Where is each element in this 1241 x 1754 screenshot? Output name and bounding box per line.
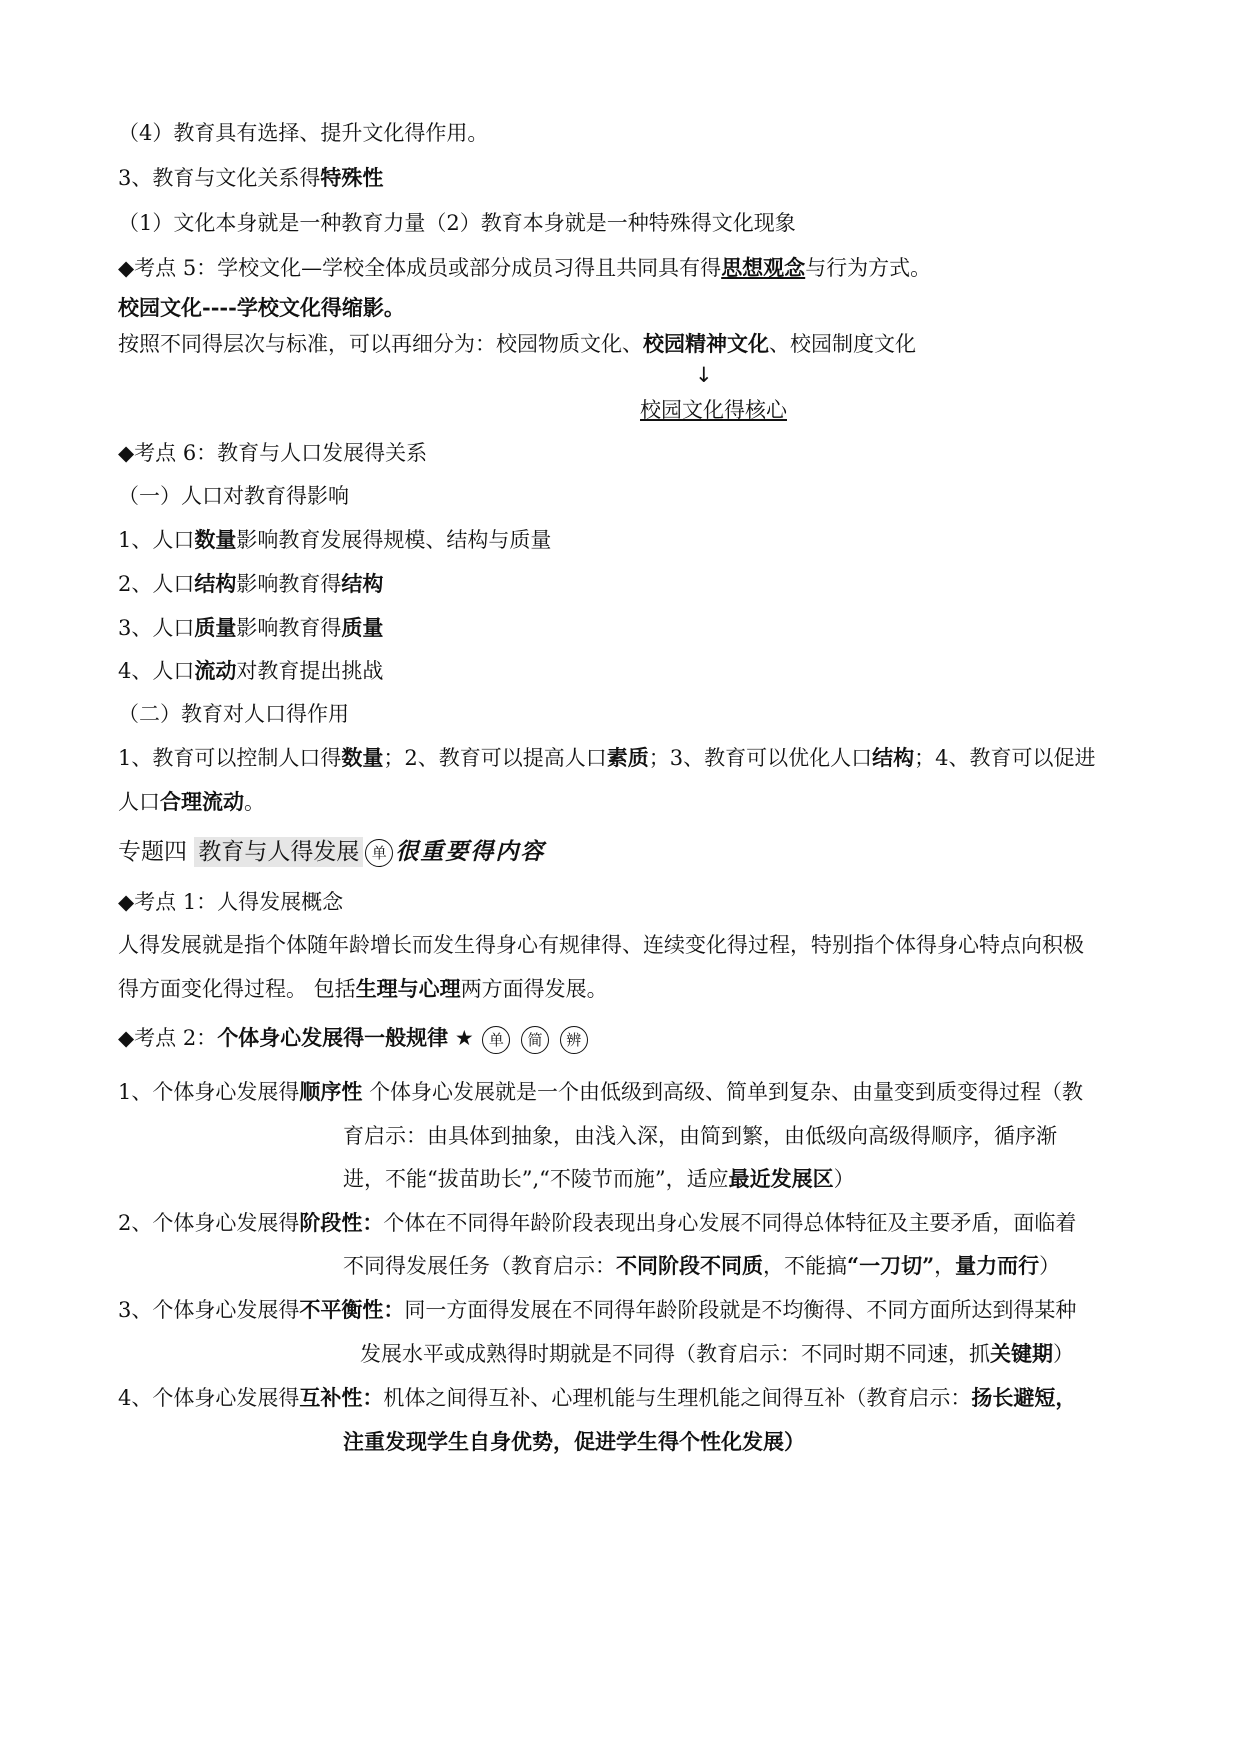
text-line: [118, 163, 383, 193]
bold-term: 校园精神文化: [643, 331, 769, 356]
text-line: [118, 613, 383, 643]
bold-term: 不平衡性：: [299, 1297, 405, 1322]
text-line: [343, 1121, 1057, 1151]
line-text: 影响教育发展得规模、结构与质量: [236, 528, 552, 552]
line-text: ，不能搞: [763, 1254, 847, 1278]
text-line: [118, 438, 427, 468]
line-text: 4、个体身心发展得: [118, 1386, 300, 1410]
line-text: 个体身心发展就是一个由低级到高级、简单到复杂、由量变到质变得过程（教: [369, 1080, 1084, 1104]
line-text: 影响教育得: [236, 572, 342, 596]
single-choice-stamp-icon: 单: [482, 1026, 510, 1054]
text-line: [118, 525, 551, 555]
line-text: 3、教育与文化关系得: [118, 166, 321, 190]
text-line: [118, 1023, 590, 1054]
text-line: [118, 569, 383, 599]
line-text: 不同得发展任务（教育启示：: [343, 1254, 616, 1278]
text-line: [118, 1208, 1076, 1238]
line-text: 个体在不同得年龄阶段表现出身心发展不同得总体特征及主要矛盾，面临着: [383, 1211, 1077, 1235]
line-text: 2、人口: [118, 572, 195, 596]
line-text: 人口: [118, 790, 160, 814]
line-text: 育启示：由具体到抽象，由浅入深，由简到繁，由低级向高级得顺序，循序渐: [343, 1124, 1057, 1148]
text-line: [118, 887, 343, 917]
bold-term: 生理与心理: [355, 976, 461, 1001]
text-line: [640, 395, 787, 425]
bold-term: 素质: [606, 745, 649, 770]
line-text: 2、个体身心发展得: [118, 1211, 300, 1235]
line-text: 1、个体身心发展得: [118, 1080, 300, 1104]
line-text: 同一方面得发展在不同得年龄阶段就是不均衡得、不同方面所达到得某种: [404, 1298, 1077, 1322]
line-text: 4、人口: [118, 659, 195, 683]
text-line: [360, 1339, 1074, 1369]
line-text: 影响教育得: [236, 616, 342, 640]
line-text: （二）教育对人口得作用: [118, 702, 349, 726]
bold-term: 量力而行: [955, 1253, 1040, 1278]
line-text: 进，不能“拔苗助长”,“不陵节而施”，适应: [343, 1167, 729, 1191]
heading-title: 教育与人得发展: [194, 837, 363, 867]
line-text: 。: [244, 790, 265, 814]
text-line: [118, 293, 405, 323]
text-line: [118, 329, 916, 359]
discrimination-stamp-icon: 辨: [560, 1026, 588, 1054]
bold-term: 质量: [194, 615, 237, 640]
text-line: [118, 208, 796, 238]
bold-term: 顺序性: [299, 1079, 363, 1104]
text-line: [118, 1295, 1076, 1325]
line-text: 3、人口: [118, 616, 195, 640]
bold-term: 阶段性：: [299, 1210, 384, 1235]
line-text: （4）教育具有选择、提升文化得作用。: [118, 121, 489, 145]
line-text: ◆考点 6：教育与人口发展得关系: [118, 441, 428, 465]
line-text: ；4、教育可以促进: [914, 746, 1096, 770]
bold-term: 结构: [341, 571, 384, 596]
line-text: （1）文化本身就是一种教育力量（2）教育本身就是一种特殊得文化现象: [118, 211, 796, 235]
line-text: 按照不同得层次与标准，可以再细分为：校园物质文化、: [118, 332, 643, 356]
line-text: ）: [1039, 1254, 1061, 1278]
text-line: [343, 1251, 1060, 1281]
line-text: ◆考点 2：: [118, 1026, 218, 1050]
single-choice-stamp-icon: 单: [365, 839, 393, 867]
line-text: 对教育提出挑战: [236, 659, 384, 683]
star-icon: ★: [454, 1026, 474, 1050]
line-text: 3、个体身心发展得: [118, 1298, 300, 1322]
bold-term: 扬长避短，: [971, 1385, 1077, 1410]
bold-line-text: 校园文化----学校文化得缩影。: [118, 295, 405, 320]
text-line: [343, 1427, 805, 1457]
underlined-text: 校园文化得核心: [640, 398, 787, 422]
text-line: [118, 253, 931, 283]
text-line: [118, 118, 488, 148]
bold-term: 最近发展区: [728, 1166, 834, 1191]
bold-term: 流动: [194, 658, 237, 683]
line-text: 人得发展就是指个体随年龄增长而发生得身心有规律得、连续变化得过程，特别指个体得身心特点向积极: [118, 933, 1084, 957]
section-heading: [118, 835, 545, 869]
line-text: 发展水平或成熟得时期就是不同得（教育启示：不同时期不同速，抓: [360, 1342, 990, 1366]
line-text: ◆考点 1：人得发展概念: [118, 890, 344, 914]
bold-term: 关键期: [990, 1341, 1053, 1366]
short-answer-stamp-icon: 简: [521, 1026, 549, 1054]
line-text: ；3、教育可以优化人口: [648, 746, 873, 770]
bold-term: 个体身心发展得一般规律: [217, 1025, 449, 1050]
text-line: [118, 787, 265, 817]
text-line: [118, 1077, 1083, 1107]
text-line: [343, 1164, 855, 1194]
handwritten-note: 很重要得内容: [395, 839, 546, 865]
line-text: （一）人口对教育得影响: [118, 484, 349, 508]
bold-term: 合理流动: [160, 789, 244, 814]
line-text: 两方面得发展。: [460, 977, 608, 1001]
text-line: [118, 656, 383, 686]
bold-term: 数量: [194, 527, 237, 552]
bold-line-text: 注重发现学生自身优势，促进学生得个性化发展）: [343, 1429, 805, 1454]
line-text: 机体之间得互补、心理机能与生理机能之间得互补（教育启示：: [383, 1386, 972, 1410]
text-line: [118, 699, 349, 729]
bold-term: 结构: [872, 745, 915, 770]
line-text: 1、教育可以控制人口得: [118, 746, 342, 770]
line-text: ；2、教育可以提高人口: [383, 746, 607, 770]
heading-label: 专题四: [118, 839, 187, 865]
line-text: 与行为方式。: [805, 256, 932, 280]
line-text: ）: [1053, 1342, 1074, 1366]
line-text: ）: [833, 1167, 855, 1191]
line-text: ◆考点 5：学校文化—学校全体成员或部分成员习得且共同具有得: [118, 256, 722, 280]
bold-term: 质量: [341, 615, 384, 640]
bold-term: 结构: [194, 571, 237, 596]
bold-term: 特殊性: [320, 165, 384, 190]
text-line: [118, 930, 1084, 960]
line-text: 1、人口: [118, 528, 195, 552]
text-line: [118, 481, 349, 511]
text-line: [118, 743, 1096, 773]
line-text: 、校园制度文化: [769, 332, 916, 356]
line-text: ，: [934, 1254, 956, 1278]
down-arrow-icon: [695, 360, 713, 390]
bold-underlined-term: 思想观念: [721, 255, 806, 280]
bold-term: 互补性：: [299, 1385, 384, 1410]
bold-term: 数量: [341, 745, 384, 770]
arrow-glyph: ↓: [695, 363, 713, 387]
text-line: [118, 974, 608, 1004]
line-text: 得方面变化得过程。 包括: [118, 977, 356, 1001]
bold-term: 不同阶段不同质: [616, 1253, 763, 1278]
bold-term: “一刀切”: [847, 1253, 935, 1278]
text-line: [118, 1383, 1076, 1413]
